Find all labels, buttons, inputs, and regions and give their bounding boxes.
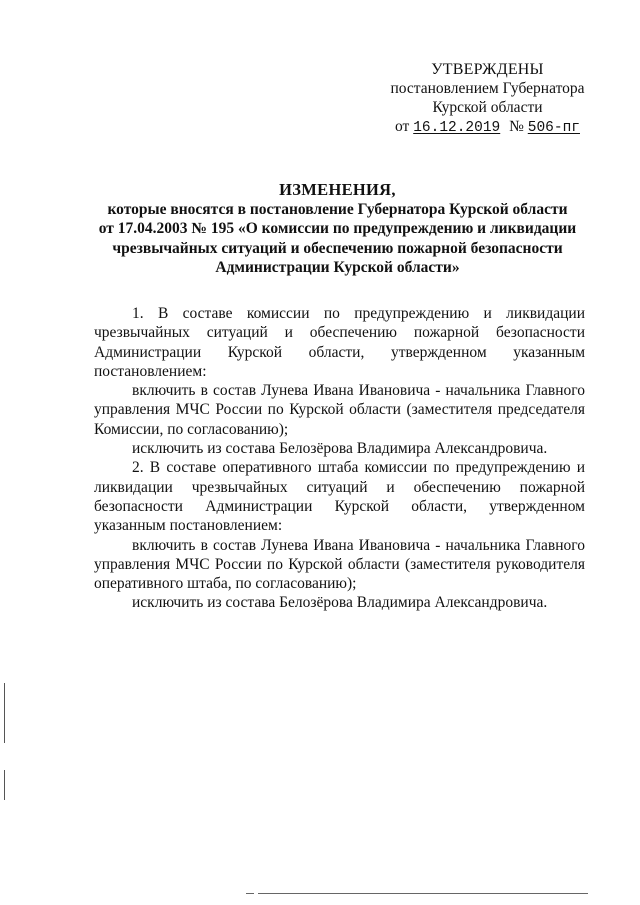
- paragraph-1: 1. В составе комиссии по предупреждению и ликвидации чрезвычайных ситуаций и обеспечению пожарной безопасности Администрации Курской области, утвержденном указанным постановлением:: [94, 305, 585, 380]
- title-line-3: чрезвычайных ситуаций и обеспечению пожарной безопасности: [112, 239, 563, 257]
- paragraph-5: включить в состав Лунева Ивана Ивановича - начальника Главного управления МЧС России по Курской области (заместителя руководителя оперативного штаба, по согласованию);: [94, 536, 585, 593]
- approval-stamp: [385, 60, 590, 138]
- date-prefix: от: [395, 118, 410, 135]
- scan-artifact-bottom-line: [258, 893, 588, 894]
- approval-heading: УТВЕРЖДЕНЫ: [431, 61, 544, 78]
- scan-artifact-left-bottom: [4, 770, 5, 800]
- approval-issuer: постановлением Губернатора: [390, 80, 585, 97]
- title-line-4: Администрации Курской области»: [215, 259, 460, 276]
- paragraph-4: 2. В составе оперативного штаба комиссии по предупреждению и ликвидации чрезвычайных ситуаций и обеспечению пожарной безопасности Администрации Курской области, утвержденном указанным постановлением:: [94, 459, 585, 535]
- number-prefix: №: [509, 118, 524, 135]
- approval-date: 16.12.2019: [413, 120, 501, 136]
- scan-artifact-left-top: [4, 683, 5, 743]
- document-title: [85, 180, 590, 278]
- approval-date-line: [385, 117, 590, 138]
- title-main: ИЗМЕНЕНИЯ,: [279, 180, 396, 199]
- title-line-1: которые вносятся в постановление Губернатора Курской области: [107, 200, 568, 218]
- document-body: [94, 304, 585, 613]
- title-line-2: от 17.04.2003 № 195 «О комиссии по предупреждению и ликвидации: [98, 220, 577, 237]
- approval-region: Курской области: [432, 99, 543, 116]
- paragraph-3: исключить из состава Белозёрова Владимира Александровича.: [132, 440, 548, 458]
- paragraph-6: исключить из состава Белозёрова Владимира Александровича.: [132, 594, 548, 612]
- paragraph-2: включить в состав Лунева Ивана Ивановича - начальника Главного управления МЧС России по Курской области (заместителя председателя Комиссии, по согласованию);: [94, 382, 585, 438]
- approval-number: 506-пг: [527, 120, 580, 136]
- scan-artifact-bottom-segment: [246, 893, 254, 894]
